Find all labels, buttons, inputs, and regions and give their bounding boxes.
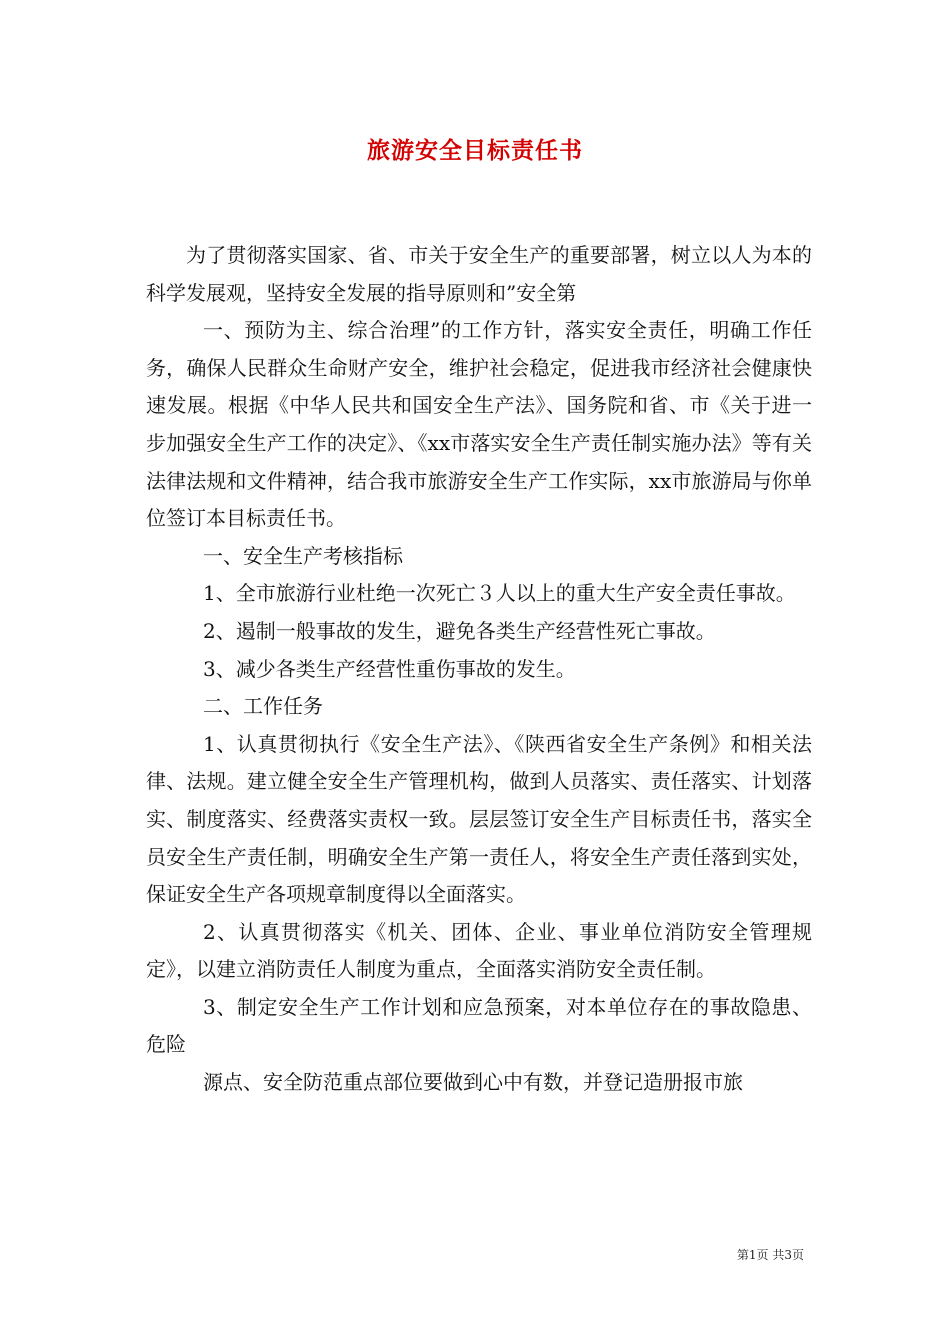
document-body xyxy=(146,237,812,1102)
indicator-item-2: 2、遏制一般事故的发生，避免各类生产经营性死亡事故。 xyxy=(203,618,716,643)
page-number-suffix: 页 xyxy=(791,1248,804,1262)
paragraph-policy: 一、预防为主、综合治理”的工作方针，落实安全责任，明确工作任务，确保人民群众生命财产安全，维护社会稳定，促进我市经济社会健康快速发展。根据《中华人民共和国安全生产法》、国务院和省、市《关于进一步加强安全生产工作的决定》、《xx市落实安全生产责任制实施办法》等有关法律法规和文件精神，结合我市旅游安全生产工作实际，xx市旅游局与你单位签订本目标责任书。 xyxy=(146,318,812,531)
page-number-prefix: 第 xyxy=(736,1248,749,1262)
indicator-item-1: 1、全市旅游行业杜绝一次死亡３人以上的重大生产安全责任事故。 xyxy=(203,581,796,606)
paragraph-intro: 为了贯彻落实国家、省、市关于安全生产的重要部署，树立以人为本的科学发展观，坚持安全发展的指导原则和”安全第 xyxy=(146,243,812,305)
document-title: 旅游安全目标责任书 xyxy=(367,137,583,164)
page-number-middle: 页 共 xyxy=(756,1248,785,1262)
task-item-3: 3、制定安全生产工作计划和应急预案，对本单位存在的事故隐患、危险 xyxy=(146,994,812,1057)
page-number-current: 1 xyxy=(748,1248,757,1262)
task-item-2: 2、认真贯彻落实《机关、团体、企业、事业单位消防安全管理规定》，以建立消防责任人制度为重点，全面落实消防安全责任制。 xyxy=(146,919,812,982)
section-heading-indicators: 一、安全生产考核指标 xyxy=(203,543,403,568)
section-heading-tasks: 二、工作任务 xyxy=(203,694,323,719)
task-item-1: 1、认真贯彻执行《安全生产法》、《陕西省安全生产条例》和相关法律、法规。建立健全安全生产管理机构，做到人员落实、责任落实、计划落实、制度落实、经费落实责权一致。层层签订安全生产目标责任书，落实全员安全生产责任制，明确安全生产第一责任人，将安全生产责任落到实处，保证安全生产各项规章制度得以全面落实。 xyxy=(146,731,812,907)
indicator-item-3: 3、减少各类生产经营性重伤事故的发生。 xyxy=(203,656,576,681)
page-number-total: 3 xyxy=(784,1248,792,1262)
task-item-3-continued: 源点、安全防范重点部位要做到心中有数，并登记造册报市旅 xyxy=(203,1070,743,1095)
page-number xyxy=(737,1246,804,1263)
